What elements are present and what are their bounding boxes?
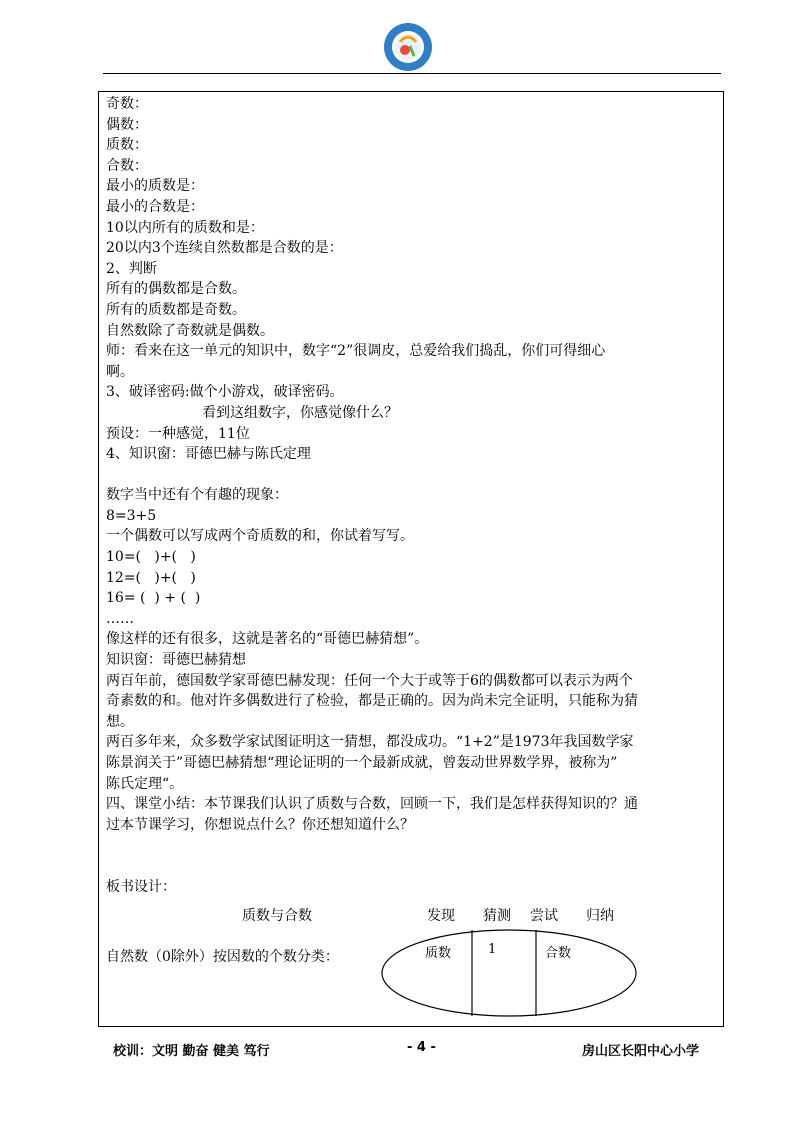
text-line: 合数： bbox=[106, 157, 148, 174]
ellipse-cell-composite: 合数 bbox=[545, 946, 572, 961]
text-line: 20以内3个连续自然数都是合数的是： bbox=[106, 240, 343, 257]
ellipse-cell-one: 1 bbox=[488, 942, 497, 957]
section-heading: 四、课堂小结：本节课我们认识了质数与合数，回顾一下，我们是怎样获得知识的？通 bbox=[106, 796, 638, 813]
text-line: 所有的偶数都是合数。 bbox=[106, 281, 246, 298]
text-line: 想。 bbox=[106, 713, 134, 730]
board-step: 归纳 bbox=[586, 908, 614, 924]
text-line: 两百年前，德国数学家哥德巴赫发现：任何一个大于或等于6的偶数都可以表示为两个 bbox=[106, 672, 633, 689]
classify-label: 自然数（0除外）按因数的个数分类： bbox=[106, 949, 339, 965]
board-title: 质数与合数 bbox=[242, 908, 312, 924]
text-line: 10以内所有的质数和是： bbox=[106, 219, 264, 236]
header-rule bbox=[103, 73, 721, 74]
section-heading: 板书设计： bbox=[106, 878, 176, 895]
text-line: 自然数除了奇数就是偶数。 bbox=[106, 322, 274, 339]
footer-school-name: 房山区长阳中心小学 bbox=[582, 1044, 700, 1059]
text-line: 陈氏定理“。 bbox=[106, 775, 184, 792]
text-line: 8=3+5 bbox=[106, 507, 157, 524]
text-line: 10=( )+( ) bbox=[106, 549, 196, 566]
text-line: 所有的质数都是奇数。 bbox=[106, 301, 246, 318]
text-line: 12=( )+( ) bbox=[106, 569, 196, 586]
text-line: 最小的质数是： bbox=[106, 178, 204, 195]
text-line: …… bbox=[106, 610, 134, 627]
footer-page-number: - 4 - bbox=[407, 1040, 436, 1055]
text-line: 偶数： bbox=[106, 116, 148, 133]
lesson-text bbox=[106, 94, 716, 897]
blank-line bbox=[106, 856, 716, 877]
text-line: 数字当中还有个有趣的现象： bbox=[106, 487, 288, 504]
text-line: 质数： bbox=[106, 137, 148, 154]
classification-ellipse bbox=[380, 928, 638, 1018]
school-logo-icon bbox=[383, 22, 433, 72]
text-line: 奇素数的和。他对许多偶数进行了检验，都是正确的。因为尚未完全证明，只能称为猜 bbox=[106, 693, 638, 710]
board-step: 猜测 bbox=[483, 908, 511, 924]
text-line: 预设：一种感觉，11位 bbox=[106, 425, 250, 442]
board-step: 尝试 bbox=[530, 908, 558, 924]
text-line: 一个偶数可以写成两个奇质数的和，你试着写写。 bbox=[106, 528, 414, 545]
ellipse-cell-prime: 质数 bbox=[425, 946, 452, 961]
footer-motto: 校训：文明 勤奋 健美 笃行 bbox=[113, 1044, 270, 1059]
section-heading: 2、判断 bbox=[106, 260, 157, 277]
text-line: 啊。 bbox=[106, 363, 134, 380]
text-line: 陈景润关于”哥德巴赫猜想“理论证明的一个最新成就，曾轰动世界数学界，被称为” bbox=[106, 755, 618, 771]
text-line: 两百多年来，众多数学家试图证明这一猜想，都没成功。“1+2”是1973年我国数学家 bbox=[106, 734, 634, 751]
text-line: 看到这组数字，你感觉像什么？ bbox=[202, 404, 398, 421]
text-line: 过本节课学习，你想说点什么？你还想知道什么？ bbox=[106, 816, 414, 833]
text-line: 奇数： bbox=[106, 96, 148, 112]
section-heading: 4、知识窗：哥德巴赫与陈氏定理 bbox=[106, 446, 311, 463]
text-line: 最小的合数是： bbox=[106, 198, 204, 215]
text-line: 师：看来在这一单元的知识中，数字“2”很调皮，总爱给我们捣乱，你们可得细心 bbox=[106, 343, 606, 360]
text-line: 像这样的还有很多，这就是著名的“哥德巴赫猜想”。 bbox=[106, 631, 429, 648]
board-step: 发现 bbox=[427, 908, 455, 924]
section-heading: 3、破译密码:做个小游戏，破译密码。 bbox=[106, 384, 344, 401]
text-line: 16= ( ) + ( ) bbox=[106, 590, 201, 607]
text-line: 知识窗：哥德巴赫猜想 bbox=[106, 652, 246, 669]
blank-line bbox=[106, 835, 716, 856]
blank-line bbox=[106, 465, 716, 486]
